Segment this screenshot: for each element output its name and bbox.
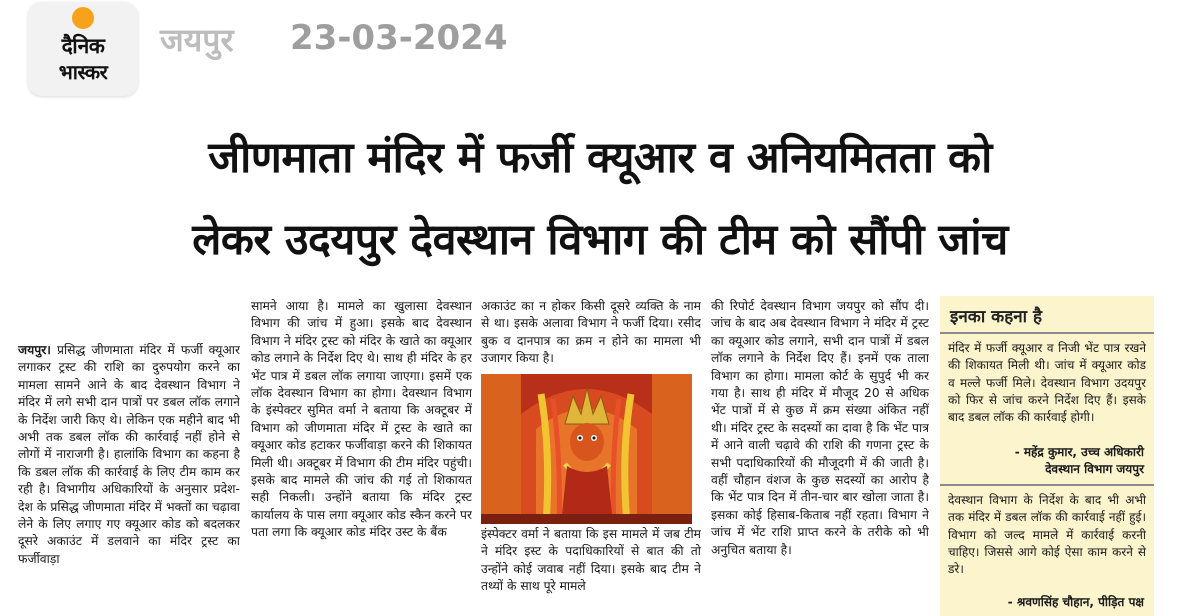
edition-date: 23-03-2024 xyxy=(290,18,508,58)
quote-complainant-attribution: - श्रवणसिंह चौहान, पीड़ित पक्ष xyxy=(1007,595,1144,609)
newspaper-logo xyxy=(28,2,138,96)
article-column-4 xyxy=(711,298,929,616)
edition-city: जयपुर xyxy=(160,21,234,59)
sidebar-divider xyxy=(940,484,1154,486)
logo-text-line2: भास्कर xyxy=(58,60,108,84)
article-text-2: सामने आया है। मामले का खुलासा देवस्थान विभाग की जांच में हुआ। इसके बाद देवस्थान विभाग ने मंदिर ट्रस्ट को मंदिर के खाते का क्यूआर कोड लगाने के निर्देश दिए थे। साथ ही मंदिर के हर भेंट पात्र में डबल लॉक लगाया जाएगा। इसमें एक लॉक देवस्थान विभाग का होगा। देवस्थान विभाग के इंस्पेक्टर सुमित वर्मा ने बताया कि अक्टूबर में विभाग को जीणमाता मंदिर में ट्रस्ट के खाते का क्यूआर कोड हटाकर फर्जीवाड़ा करने की शिकायत मिली थी। अक्टूबर में विभाग की टीम मंदिर पहुंची। इसके बाद मामले की जांच की गई तो शिकायत सही निकली। उन्होंने बताया कि मंदिर ट्रस्ट कार्यालय के पास लगा क्यूआर कोड स्कैन करने पर पता लगा कि क्यूआर कोड मंदिर उस्ट के बैंक xyxy=(251,299,472,540)
article-column-1 xyxy=(18,342,240,616)
headline-line2: लेकर उदयपुर देवस्थान विभाग की टीम को सौंपी जांच xyxy=(192,215,1008,265)
article-column-2 xyxy=(251,298,472,616)
headline-line1: जीणमाता मंदिर में फर्जी क्यूआर व अनियमितता को xyxy=(208,133,992,183)
sun-logo-icon xyxy=(71,6,95,30)
article-text-3b: इंस्पेक्टर वर्मा ने बताया कि इस मामले में जब टीम ने मंदिर इस्ट के पदाधिकारियों से बात की तो उन्होंने कोई जवाब नहीं दिया। इसके बाद टीम ने तथ्यों के साथ पूरे मामले xyxy=(481,527,701,594)
temple-photo xyxy=(481,374,692,524)
article-column-3-top xyxy=(481,298,701,372)
official-name: - महेंद्र कुमार, उच्च अधिकारी xyxy=(1014,445,1144,459)
logo-text-line1: दैनिक xyxy=(61,34,105,58)
quote-official-attribution xyxy=(944,444,1144,478)
official-department: देवस्थान विभाग जयपुर xyxy=(1045,462,1144,476)
headline xyxy=(20,126,1180,296)
goddess-idol-image xyxy=(481,374,692,524)
dateline: जयपुर। xyxy=(18,343,51,357)
article-column-3-bottom xyxy=(481,526,701,616)
quote-official: मंदिर में फर्जी क्यूआर व निजी भेंट पात्र रखने की शिकायत मिली थी। जांच में क्यूआर कोड व मल्ले फर्जी मिले। देवस्थान विभाग उदयपुर को फिर से जांच करने निर्देश दिए हैं। इसके बाद डबल लॉक की कार्रवाई होगी। xyxy=(948,341,1146,425)
quote-complainant: देवस्थान विभाग के निर्देश के बाद भी अभी तक मंदिर में डबल लॉक की कार्रवाई नहीं हुई। विभाग को जल्द मामले में कार्रवाई करनी चाहिए। जिससे आगे कोई ऐसा काम करने से डरे। xyxy=(948,493,1146,577)
article-text-3a: अकाउंट का न होकर किसी दूसरे व्यक्ति के नाम से था। इसके अलावा विभाग ने फर्जी दिया। रसीद बुक व दानपात्र का क्रम न होने का मामला भी उजागर किया है। xyxy=(481,299,701,366)
sidebar-title: इनका कहना है xyxy=(950,307,1043,327)
sidebar-divider xyxy=(940,332,1154,334)
quotes-sidebar xyxy=(940,296,1154,616)
article-text-1: प्रसिद्ध जीणमाता मंदिर में फर्जी क्यूआर लगाकर ट्रस्ट की राशि का दुरुपयोग करने का मामला सामने आने के बाद देवस्थान विभाग ने मंदिर में लगे सभी दान पात्रों पर डबल लॉक लगाने के निर्देश जारी किए थे। लेकिन एक महीने बाद भी अभी तक डबल लॉक की कार्रवाई नहीं होने से लोगों में नाराजगी है। हालांकि विभाग का कहना है कि डबल लॉक की कार्रवाई के लिए टीम काम कर रही है। विभागीय अधिकारियों के अनुसार प्रदेश-देश के प्रसिद्ध जीणमाता मंदिर में भक्तों का चढ़ावा लेने के लिए लगाए गए क्यूआर कोड को बदलकर दूसरे अकाउंट में डलवाने का मंदिर ट्रस्ट का फर्जीवाड़ा xyxy=(18,343,240,566)
article-text-4: की रिपोर्ट देवस्थान विभाग जयपुर को सौंप दी। जांच के बाद अब देवस्थान विभाग ने मंदिर में ट्रस्ट का क्यूआर कोड लगाने, सभी दान पात्रों में डबल लॉक लगाने के निर्देश दिए हैं। इनमें एक ताला विभाग का होगा। मामला कोर्ट के सुपुर्द भी कर गया है। साथ ही मंदिर में मौजूद 20 से अधिक भेंट पात्रों में से कुछ में क्रम संख्या अंकित नहीं थी। मंदिर ट्रस्ट के सदस्यों का दावा है कि भेंट पात्र में आने वाली चढ़ावे की राशि की गणना ट्रस्ट के सभी पदाधिकारियों की मौजूदगी में की जाती है। वहीं चौहान वंशज के कुछ सदस्यों का आरोप है कि भेंट पात्र दिन में तीन-चार बार खोला जाता है। इसका कोई हिसाब-किताब नहीं रहता। विभाग ने जांच में भेंट राशि प्राप्त करने के तरीके को भी अनुचित बताया है। xyxy=(711,299,929,557)
